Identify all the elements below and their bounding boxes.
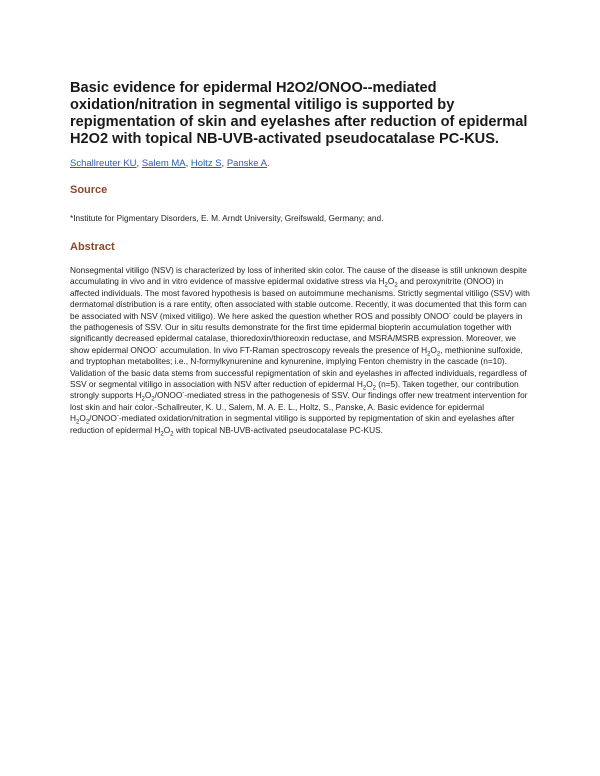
subscript: 2 [85, 419, 90, 426]
author-list [70, 158, 532, 170]
abstract-segment: with topical NB-UVB-activated pseudocatalase PC-KUS. [173, 424, 383, 435]
subscript: 2 [151, 397, 155, 404]
author-link[interactable]: Panske A [226, 158, 267, 169]
superscript: - [448, 310, 451, 317]
superscript: - [116, 413, 119, 420]
abstract-segment: (n=5). Taken together, our contribution strongly supports H [70, 379, 519, 401]
abstract-segment: and peroxynitrite (ONOO) in affected individuals. The most favored hypothesis is based on autoimmune mechanisms. Strictly segmental vitiligo (SSV) with dermatomal distribution is a rare entity, often associated with stable outcome. Recently, it was documented that this form can be associated with NSV (mixed vitiligo). We here asked the question whether ROS and possibly ONOO [70, 276, 530, 321]
abstract-segment: O [387, 276, 395, 287]
subscript: 2 [436, 351, 441, 358]
author-separator: , [136, 158, 142, 169]
author-separator: , [185, 158, 191, 169]
abstract-heading: Abstract [70, 241, 115, 253]
superscript: - [182, 390, 185, 397]
author-separator: , [221, 158, 227, 169]
author-separator: . [266, 158, 270, 169]
subscript: 2 [141, 397, 145, 404]
subscript: 2 [160, 431, 164, 438]
abstract-segment: O [430, 344, 437, 355]
abstract-segment: -mediated stress in the pathogenesis of SSV. Our findings offer new treatment intervention for lost skin and hair color.-Schallreuter, K. U., Salem, M. A. E. L., Holtz, S., Panske, A. Basic evidence for epidermal H [70, 390, 528, 424]
abstract-text [70, 265, 532, 436]
subscript: 2 [170, 431, 174, 438]
abstract-segment: /ONOO [89, 413, 117, 424]
subscript: 2 [427, 351, 431, 358]
author-link[interactable]: Holtz S [190, 158, 222, 169]
abstract-segment: , methionine sulfoxide, and tryptophan metabolites; i.e., N-formylkynurenine and kynurenine, implying Fenton chemistry in the cascade (n=10). Validation of the basic data stems from successful repigmentation of skin and eyelashes in affected individuals, regardless of SSV or segmental vitiligo in association with NSV after reduction of epidermal H [70, 344, 527, 390]
subscript: 2 [372, 385, 376, 392]
subscript: 2 [76, 419, 80, 426]
abstract-segment: O [144, 390, 152, 401]
abstract-segment: O [163, 424, 171, 435]
subscript: 2 [384, 283, 388, 290]
author-link[interactable]: Schallreuter KU [70, 158, 137, 169]
subscript: 2 [362, 385, 367, 392]
abstract-segment: /ONOO [154, 390, 183, 401]
subscript: 2 [394, 283, 398, 290]
source-affiliation: *Institute for Pigmentary Disorders, E. M. Arndt University, Greifswald, Germany; and. [70, 213, 384, 223]
abstract-segment: -mediated oxidation/nitration in segmental vitiligo is supported by repigmentation of skin and eyelashes after reduction of epidermal H [70, 413, 515, 435]
abstract-segment: Nonsegmental vitiligo (NSV) is characterized by loss of inherited skin color. The cause of the disease is still unknown despite accumulating in vivo and in vitro evidence of massive epidermal oxidative stress via H [70, 265, 527, 287]
abstract-segment: O [79, 413, 86, 424]
abstract-segment: accumulation. In vivo FT-Raman spectroscopy reveals the presence of H [157, 344, 428, 355]
document-page [70, 80, 532, 436]
abstract-segment: could be players in the pathogenesis of SSV. Our in situ results demonstrate for the first time epidermal biopterin accumulation together with significantly decreased epidermal catalase, thioredoxin/thioreoxin reductase, and MSRA/MSRB expression. Moreover, we show epidermal ONOO [70, 310, 523, 355]
author-link[interactable]: Salem MA [141, 158, 186, 169]
superscript: - [155, 345, 158, 352]
abstract-segment: O [366, 379, 373, 390]
source-heading: Source [70, 184, 108, 196]
article-title: Basic evidence for epidermal H2O2/ONOO--mediated oxidation/nitration in segmental vitiligo is supported by repigmentation of skin and eyelashes after reduction of epidermal H2O2 with topical NB-UVB-activated pseudocatalase PC-KUS. [70, 80, 528, 147]
